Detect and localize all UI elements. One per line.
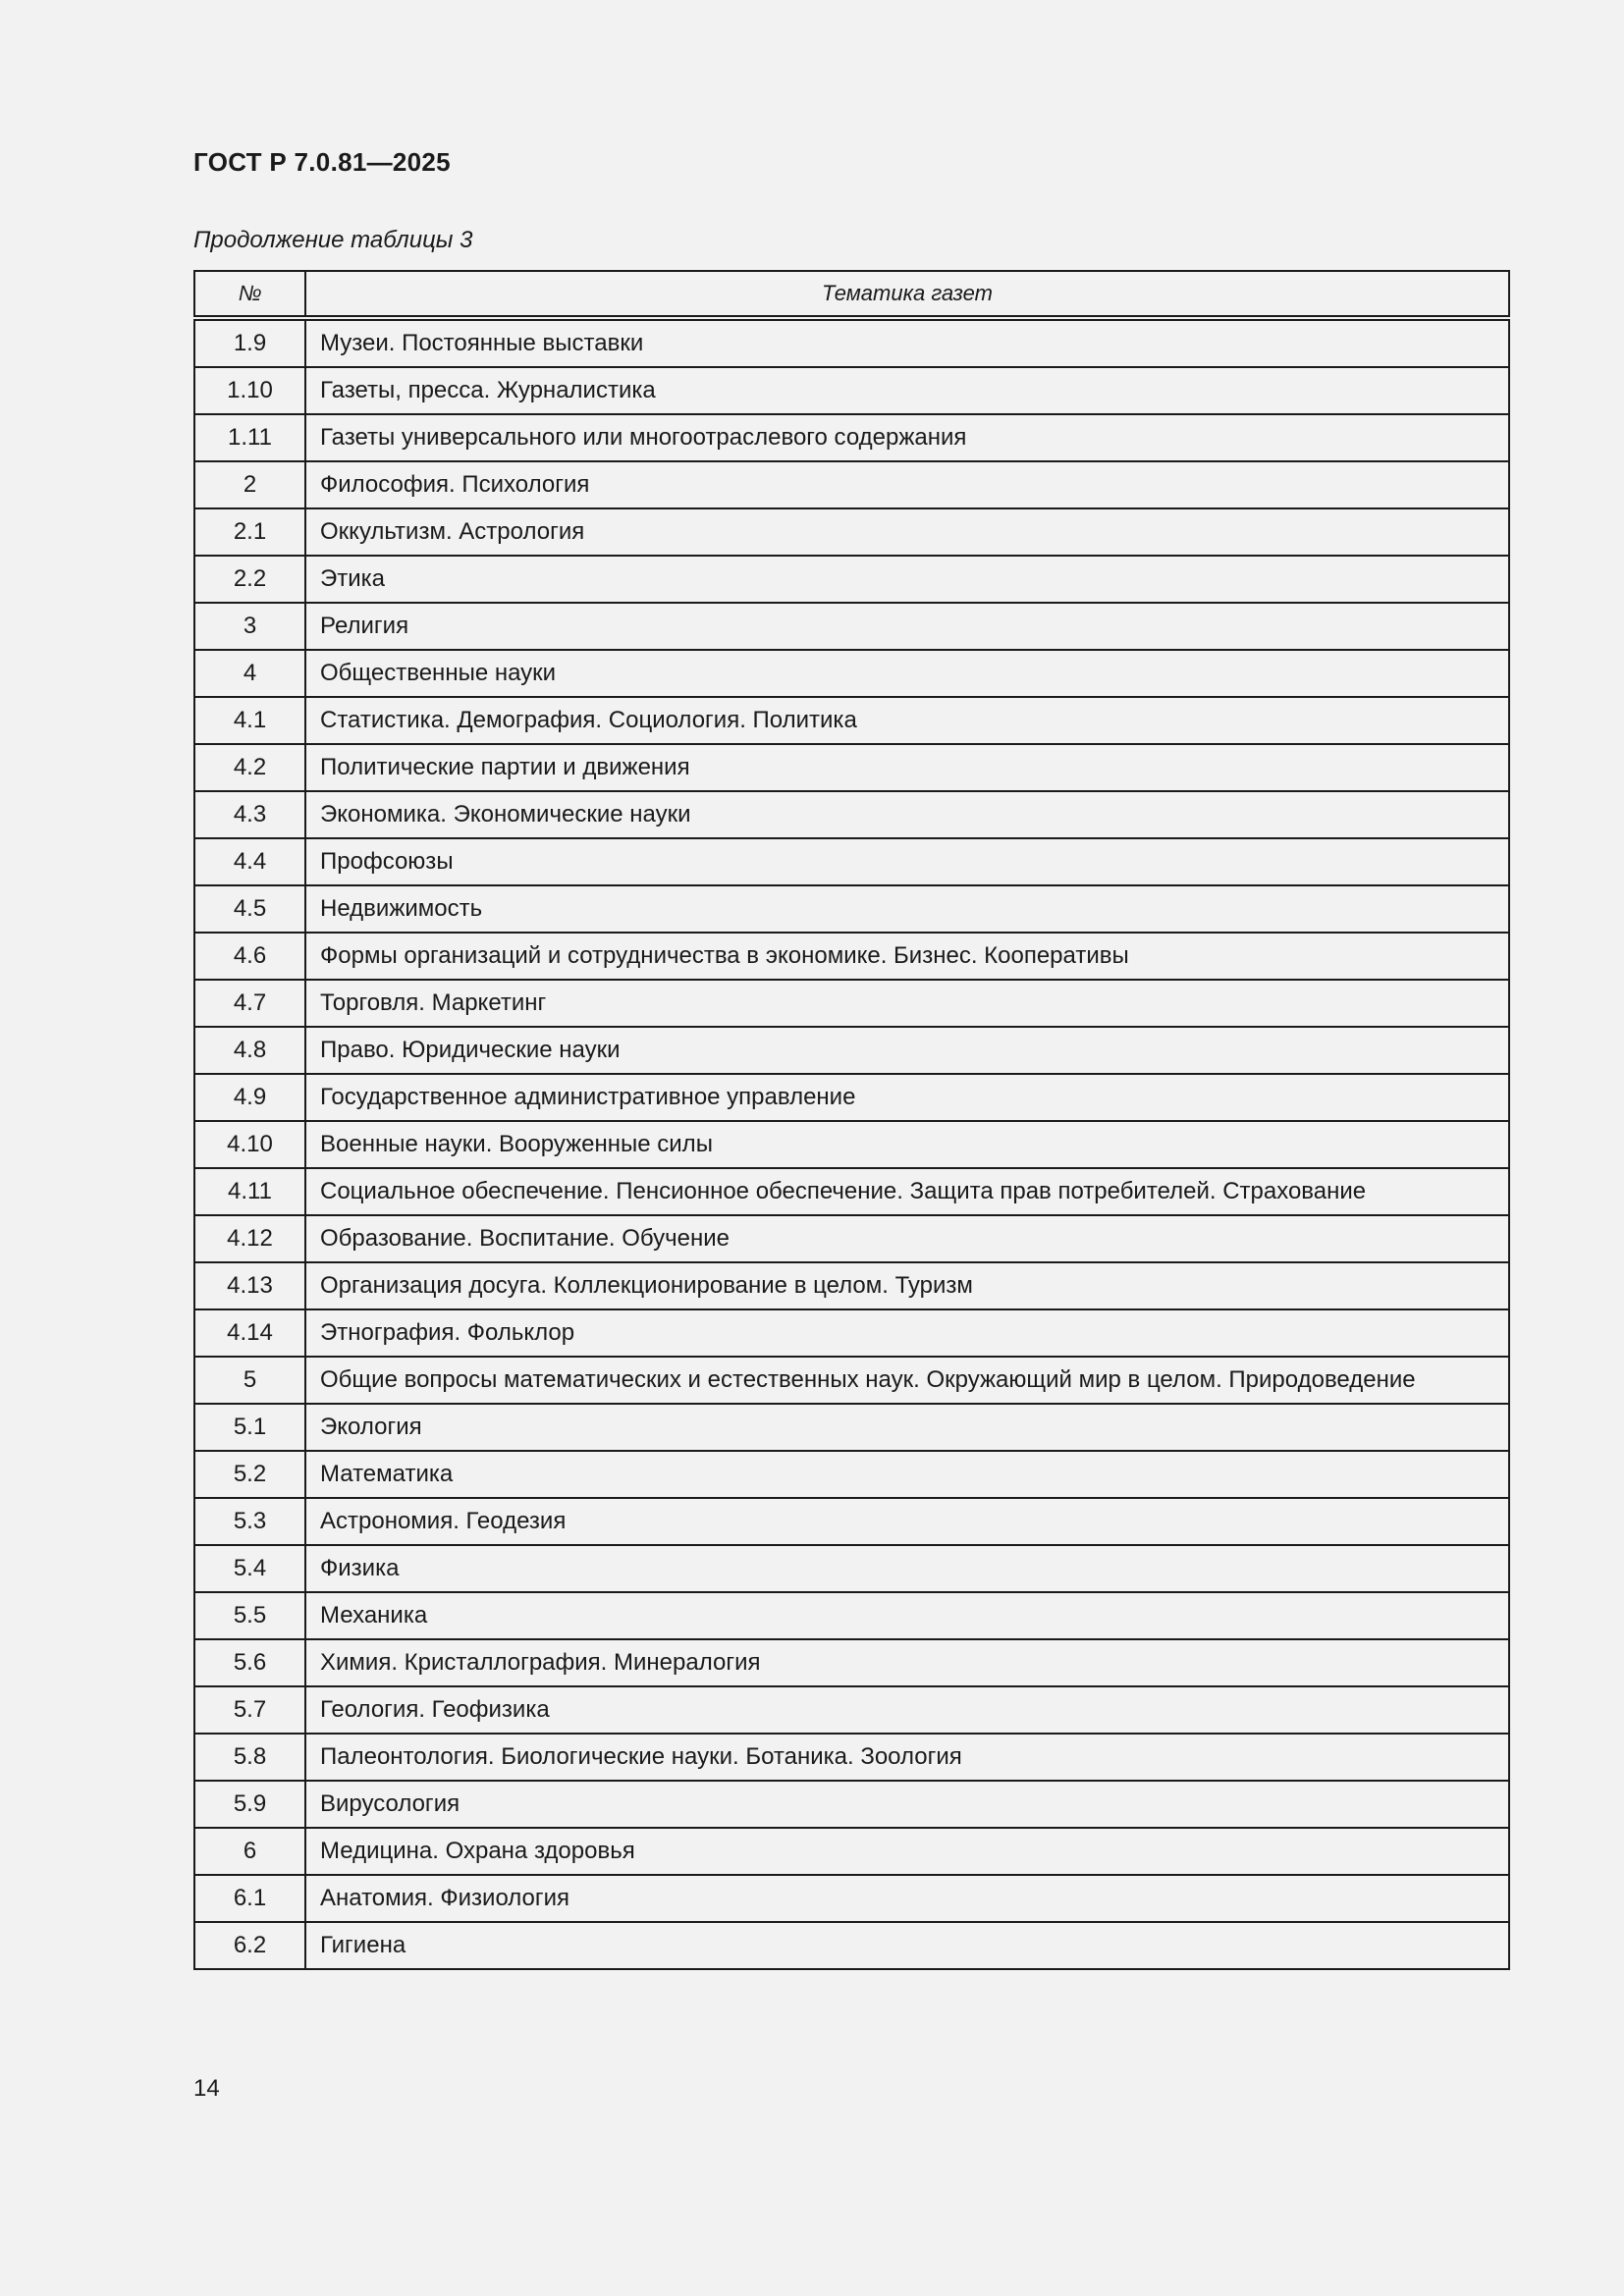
table-row [194,603,1509,650]
row-topic: Профсоюзы [305,838,1509,885]
row-topic: Религия [305,603,1509,650]
column-header-number: № [194,271,305,318]
table-row [194,933,1509,980]
table-row [194,1828,1509,1875]
row-topic: Музеи. Постоянные выставки [305,318,1509,367]
row-number: 4.9 [194,1074,305,1121]
row-number: 4.2 [194,744,305,791]
table-row [194,1686,1509,1734]
table-caption: Продолжение таблицы 3 [193,227,473,253]
table-row [194,980,1509,1027]
row-number: 2.1 [194,508,305,556]
table-row [194,744,1509,791]
table-header-row [194,271,1509,318]
page-number: 14 [193,2075,220,2102]
row-number: 4 [194,650,305,697]
row-topic: Формы организаций и сотрудничества в экономике. Бизнес. Кооперативы [305,933,1509,980]
row-topic: Механика [305,1592,1509,1639]
table-row [194,318,1509,367]
row-number: 4.11 [194,1168,305,1215]
row-number: 5.3 [194,1498,305,1545]
table-row [194,556,1509,603]
row-number: 5.5 [194,1592,305,1639]
row-number: 4.14 [194,1309,305,1357]
row-topic: Математика [305,1451,1509,1498]
row-number: 2 [194,461,305,508]
row-number: 4.12 [194,1215,305,1262]
table-row [194,414,1509,461]
table-row [194,1781,1509,1828]
row-topic: Геология. Геофизика [305,1686,1509,1734]
row-topic: Физика [305,1545,1509,1592]
row-number: 4.7 [194,980,305,1027]
row-topic: Медицина. Охрана здоровья [305,1828,1509,1875]
column-header-topic: Тематика газет [305,271,1509,318]
table-row [194,367,1509,414]
table-row [194,1027,1509,1074]
row-number: 6.1 [194,1875,305,1922]
table-row [194,1357,1509,1404]
row-topic: Экономика. Экономические науки [305,791,1509,838]
row-number: 4.4 [194,838,305,885]
row-number: 4.1 [194,697,305,744]
row-number: 6.2 [194,1922,305,1969]
row-number: 4.5 [194,885,305,933]
table-row [194,1168,1509,1215]
row-number: 5.9 [194,1781,305,1828]
row-number: 5 [194,1357,305,1404]
row-topic: Химия. Кристаллография. Минералогия [305,1639,1509,1686]
row-number: 5.7 [194,1686,305,1734]
row-topic: Газеты универсального или многоотраслевого содержания [305,414,1509,461]
row-number: 5.6 [194,1639,305,1686]
row-topic: Этнография. Фольклор [305,1309,1509,1357]
row-topic: Недвижимость [305,885,1509,933]
row-number: 5.8 [194,1734,305,1781]
row-number: 4.8 [194,1027,305,1074]
table-row [194,1734,1509,1781]
table-body [194,318,1509,1969]
row-number: 4.13 [194,1262,305,1309]
table-row [194,1498,1509,1545]
table-row [194,885,1509,933]
table-row [194,1592,1509,1639]
table-row [194,508,1509,556]
table-row [194,1639,1509,1686]
row-topic: Газеты, пресса. Журналистика [305,367,1509,414]
table-row [194,1121,1509,1168]
table-row [194,697,1509,744]
row-topic: Вирусология [305,1781,1509,1828]
table-row [194,1262,1509,1309]
row-topic: Гигиена [305,1922,1509,1969]
row-number: 4.10 [194,1121,305,1168]
row-topic: Организация досуга. Коллекционирование в целом. Туризм [305,1262,1509,1309]
row-topic: Экология [305,1404,1509,1451]
row-topic: Астрономия. Геодезия [305,1498,1509,1545]
row-topic: Право. Юридические науки [305,1027,1509,1074]
row-topic: Военные науки. Вооруженные силы [305,1121,1509,1168]
row-number: 2.2 [194,556,305,603]
table-row [194,1309,1509,1357]
row-number: 4.3 [194,791,305,838]
row-topic: Образование. Воспитание. Обучение [305,1215,1509,1262]
row-topic: Этика [305,556,1509,603]
table-row [194,791,1509,838]
table-row [194,1074,1509,1121]
row-topic: Оккультизм. Астрология [305,508,1509,556]
row-topic: Общественные науки [305,650,1509,697]
table-row [194,1215,1509,1262]
table-row [194,1451,1509,1498]
row-topic: Палеонтология. Биологические науки. Ботаника. Зоология [305,1734,1509,1781]
row-topic: Анатомия. Физиология [305,1875,1509,1922]
row-topic: Торговля. Маркетинг [305,980,1509,1027]
table-row [194,461,1509,508]
table-row [194,1545,1509,1592]
table-row [194,1404,1509,1451]
row-topic: Статистика. Демография. Социология. Политика [305,697,1509,744]
row-topic: Общие вопросы математических и естественных наук. Окружающий мир в целом. Природоведение [305,1357,1509,1404]
row-number: 5.1 [194,1404,305,1451]
table-row [194,1875,1509,1922]
table-header [194,271,1509,318]
row-topic: Государственное административное управление [305,1074,1509,1121]
row-topic: Философия. Психология [305,461,1509,508]
row-number: 4.6 [194,933,305,980]
row-number: 3 [194,603,305,650]
table-row [194,1922,1509,1969]
row-number: 5.2 [194,1451,305,1498]
table-row [194,650,1509,697]
row-number: 5.4 [194,1545,305,1592]
table-row [194,838,1509,885]
row-topic: Социальное обеспечение. Пенсионное обеспечение. Защита прав потребителей. Страхование [305,1168,1509,1215]
row-number: 1.10 [194,367,305,414]
row-topic: Политические партии и движения [305,744,1509,791]
document-code: ГОСТ Р 7.0.81—2025 [193,147,451,177]
row-number: 6 [194,1828,305,1875]
row-number: 1.11 [194,414,305,461]
row-number: 1.9 [194,318,305,367]
topics-table [193,270,1510,1970]
